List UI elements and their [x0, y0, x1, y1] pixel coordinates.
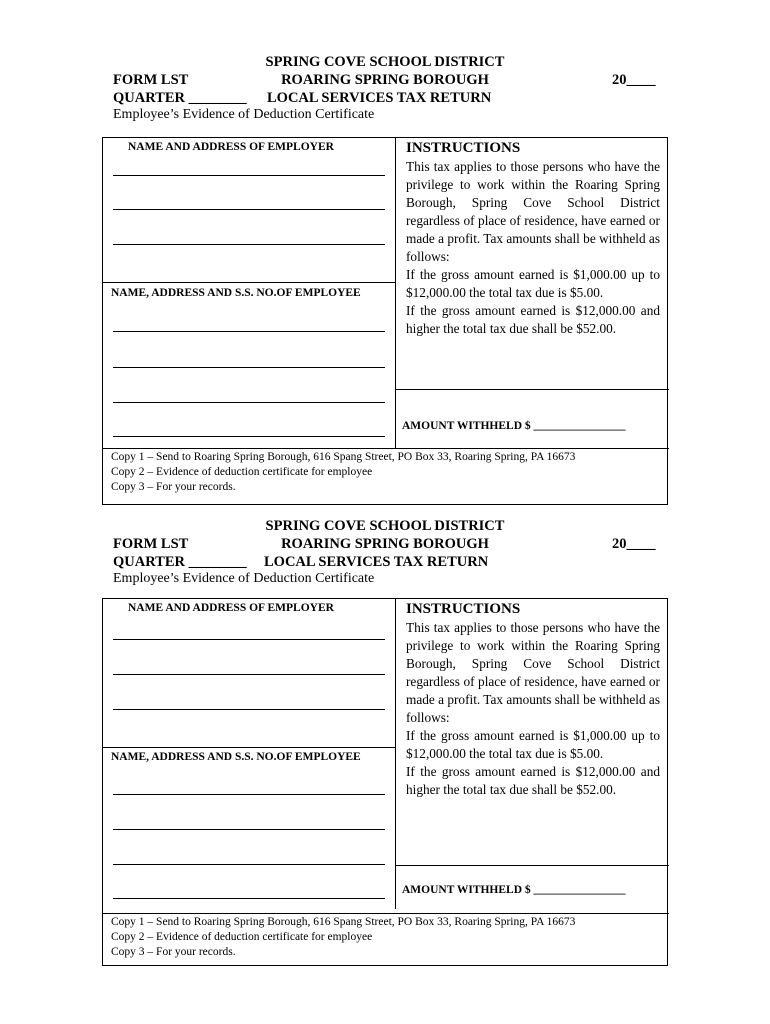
copy-1-text: Copy 1 – Send to Roaring Spring Borough, 616 Spang Street, PO Box 33, Roaring Spring, PA 16673	[111, 451, 576, 463]
form-box	[102, 598, 668, 966]
employee-line-2[interactable]	[113, 829, 385, 830]
employer-label: NAME AND ADDRESS OF EMPLOYER	[128, 602, 334, 614]
section-divider	[103, 747, 395, 748]
copy-3-text: Copy 3 – For your records.	[111, 946, 236, 958]
instructions-paragraph: If the gross amount earned is $12,000.00 and higher the total tax due shall be $52.00.	[406, 303, 660, 336]
lst-form-2	[0, 464, 770, 958]
form-label: FORM LST	[113, 536, 189, 552]
employee-label: NAME, ADDRESS AND S.S. NO.OF EMPLOYEE	[111, 751, 361, 763]
copies-divider	[103, 448, 669, 449]
certificate-subtitle: Employee’s Evidence of Deduction Certificate	[113, 571, 375, 586]
amount-divider	[395, 389, 669, 390]
year-field[interactable]: 20____	[612, 536, 656, 552]
year-field[interactable]: 20____	[612, 72, 656, 88]
section-divider	[103, 282, 395, 283]
copy-2-text: Copy 2 – Evidence of deduction certificate for employee	[111, 931, 373, 943]
quarter-field[interactable]: QUARTER ________	[113, 90, 247, 106]
column-divider	[395, 138, 396, 448]
employer-line-3[interactable]	[113, 244, 385, 245]
employee-line-3[interactable]	[113, 864, 385, 865]
form-label: FORM LST	[113, 72, 189, 88]
employer-line-2[interactable]	[113, 674, 385, 675]
amount-withheld-field[interactable]: AMOUNT WITHHELD $ ________________	[402, 884, 626, 896]
copy-2-text: Copy 2 – Evidence of deduction certificate for employee	[111, 466, 373, 478]
district-title: SPRING COVE SCHOOL DISTRICT	[265, 518, 505, 534]
instructions-text	[406, 158, 660, 338]
employer-line-1[interactable]	[113, 175, 385, 176]
employee-line-3[interactable]	[113, 402, 385, 403]
employee-label: NAME, ADDRESS AND S.S. NO.OF EMPLOYEE	[111, 287, 361, 299]
instructions-paragraph: This tax applies to those persons who have the privilege to work within the Roaring Spring Borough, Spring Cove School District regardless of place of residence, have earned or made a profit. Tax amounts shall be withheld as follows:	[406, 159, 660, 264]
district-title: SPRING COVE SCHOOL DISTRICT	[265, 54, 505, 70]
copy-distribution	[111, 915, 575, 960]
employee-line-1[interactable]	[113, 794, 385, 795]
employer-label: NAME AND ADDRESS OF EMPLOYER	[128, 141, 334, 153]
instructions-title: INSTRUCTIONS	[406, 140, 521, 156]
copy-3-text: Copy 3 – For your records.	[111, 481, 236, 493]
form-box	[102, 137, 668, 505]
return-title: LOCAL SERVICES TAX RETURN	[264, 554, 489, 570]
instructions-title: INSTRUCTIONS	[406, 601, 521, 617]
amount-withheld-field[interactable]: AMOUNT WITHHELD $ ________________	[402, 420, 626, 432]
employee-line-4[interactable]	[113, 436, 385, 437]
lst-form-1	[0, 0, 770, 493]
employer-line-3[interactable]	[113, 709, 385, 710]
copy-1-text: Copy 1 – Send to Roaring Spring Borough, 616 Spang Street, PO Box 33, Roaring Spring, PA 16673	[111, 916, 576, 928]
employer-line-2[interactable]	[113, 209, 385, 210]
employee-line-2[interactable]	[113, 367, 385, 368]
employee-line-1[interactable]	[113, 331, 385, 332]
borough-title: ROARING SPRING BOROUGH	[281, 72, 489, 88]
instructions-paragraph: If the gross amount earned is $1,000.00 up to $12,000.00 the total tax due is $5.00.	[406, 267, 660, 300]
column-divider	[395, 599, 396, 909]
instructions-paragraph: If the gross amount earned is $1,000.00 up to $12,000.00 the total tax due is $5.00.	[406, 728, 660, 761]
instructions-paragraph: If the gross amount earned is $12,000.00 and higher the total tax due shall be $52.00.	[406, 764, 660, 797]
employee-line-4[interactable]	[113, 898, 385, 899]
certificate-subtitle: Employee’s Evidence of Deduction Certificate	[113, 107, 375, 122]
instructions-text	[406, 619, 660, 799]
return-title: LOCAL SERVICES TAX RETURN	[267, 90, 492, 106]
copies-divider	[103, 913, 669, 914]
instructions-paragraph: This tax applies to those persons who have the privilege to work within the Roaring Spring Borough, Spring Cove School District regardless of place of residence, have earned or made a profit. Tax amounts shall be withheld as follows:	[406, 620, 660, 725]
borough-title: ROARING SPRING BOROUGH	[281, 536, 489, 552]
employer-line-1[interactable]	[113, 639, 385, 640]
quarter-field[interactable]: QUARTER ________	[113, 554, 247, 570]
amount-divider	[395, 865, 669, 866]
